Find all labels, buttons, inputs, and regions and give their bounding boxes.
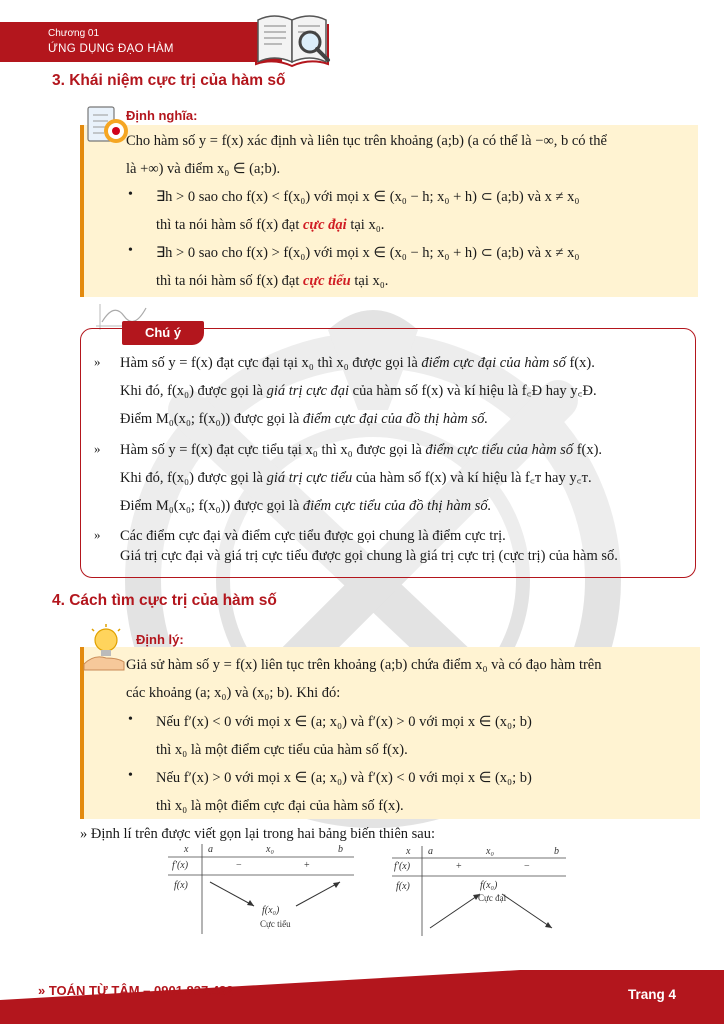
table-max-b: b (554, 846, 559, 857)
note1-line2: Khi đó, f(x₀) được gọi là giá trị cực đại của hàm số f(x) và kí hiệu là f꜀Đ hay y꜀Đ. (120, 383, 597, 399)
note3-line2: Giá trị cực đại và giá trị cực tiểu được gọi chung là giá trị cực trị (cực trị) của hàm số. (120, 548, 618, 564)
table-min-sign2: + (304, 860, 310, 871)
table-max-sign2: − (524, 861, 530, 872)
table-min-value: f(x₀) (262, 905, 280, 916)
theorem-bullet2-line1: Nếu f′(x) > 0 với mọi x ∈ (a; x₀) và f′(x) < 0 với mọi x ∈ (x₀; b) (156, 770, 532, 786)
table-max-x0: x₀ (486, 846, 494, 857)
note2-line1: Hàm số y = f(x) đạt cực tiểu tại x₀ thì x₀ được gọi là điểm cực tiểu của hàm số f(x). (120, 442, 603, 458)
table-min-a: a (208, 844, 213, 855)
bullet-icon: • (128, 187, 133, 202)
summary-text: » Định lí trên được viết gọn lại trong hai bảng biến thiên sau: (80, 826, 435, 842)
page-number: Trang 4 (628, 987, 677, 1002)
target-checklist-icon (86, 103, 130, 147)
chevron-right-icon: » (94, 527, 101, 542)
section-3-title: 3. Khái niệm cực trị của hàm số (52, 72, 286, 89)
table-min-sign1: − (236, 860, 242, 871)
table-max-caption: Cực đại (478, 893, 507, 903)
table-min-caption: Cực tiểu (260, 919, 291, 929)
theorem-bullet1-line2: thì x₀ là một điểm cực tiểu của hàm số f(x). (156, 742, 408, 758)
chapter-number: Chương 01 (48, 28, 100, 39)
note1-line3: Điểm M₀(x₀; f(x₀)) được gọi là điểm cực đại của đồ thị hàm số. (120, 411, 489, 427)
note2-line2: Khi đó, f(x₀) được gọi là giá trị cực tiểu của hàm số f(x) và kí hiệu là f꜀ᴛ hay y꜀ᴛ. (120, 470, 592, 486)
table-max-a: a (428, 846, 433, 857)
section-4-title: 4. Cách tìm cực trị của hàm số (52, 592, 277, 609)
definition-intro-line2: là +∞) và điểm x₀ ∈ (a;b). (126, 161, 281, 177)
table-min-x: x (184, 844, 189, 855)
definition-bullet2-line1: ∃h > 0 sao cho f(x) > f(x₀) với mọi x ∈ (x₀ − h; x₀ + h) ⊂ (a;b) và x ≠ x₀ (156, 245, 580, 261)
table-min-f: f(x) (174, 880, 188, 891)
table-max-fprime: f′(x) (394, 861, 411, 872)
lightbulb-hand-icon (80, 624, 130, 672)
variation-table-max (392, 846, 568, 936)
chapter-header (0, 22, 282, 62)
table-min-x0: x₀ (266, 844, 274, 855)
table-max-f: f(x) (396, 881, 410, 892)
chapter-title: ỨNG DỤNG ĐẠO HÀM (48, 43, 174, 55)
chevron-right-icon: » (94, 441, 101, 456)
bullet-icon: • (128, 768, 133, 783)
table-min-fprime: f′(x) (172, 860, 189, 871)
theorem-bullet2-line2: thì x₀ là một điểm cực đại của hàm số f(x). (156, 798, 404, 814)
footer-contact: » TOÁN TỪ TÂM – 0901.837.432 (38, 983, 234, 998)
theorem-bullet1-line1: Nếu f′(x) < 0 với mọi x ∈ (a; x₀) và f′(x) > 0 với mọi x ∈ (x₀; b) (156, 714, 532, 730)
variation-table-min (168, 844, 356, 934)
note3-line1: Các điểm cực đại và điểm cực tiểu được gọi chung là điểm cực trị. (120, 528, 506, 544)
definition-bullet1-line1: ∃h > 0 sao cho f(x) < f(x₀) với mọi x ∈ (x₀ − h; x₀ + h) ⊂ (a;b) và x ≠ x₀ (156, 189, 580, 205)
definition-label: Định nghĩa: (126, 108, 198, 123)
definition-bullet1-line2: thì ta nói hàm số f(x) đạt cực đại tại x₀. (156, 217, 385, 233)
table-max-x: x (406, 846, 411, 857)
definition-bullet2-line2: thì ta nói hàm số f(x) đạt cực tiểu tại x₀. (156, 273, 389, 289)
definition-intro-line1: Cho hàm số y = f(x) xác định và liên tục trên khoảng (a;b) (a có thể là −∞, b có thể (126, 133, 607, 149)
theorem-label: Định lý: (136, 632, 184, 647)
chevron-right-icon: » (94, 354, 101, 369)
table-max-sign1: + (456, 861, 462, 872)
table-min-b: b (338, 844, 343, 855)
theorem-line2: các khoảng (a; x₀) và (x₀; b). Khi đó: (126, 685, 341, 701)
bullet-icon: • (128, 712, 133, 727)
note2-line3: Điểm M₀(x₀; f(x₀)) được gọi là điểm cực tiểu của đồ thị hàm số. (120, 498, 492, 514)
bullet-icon: • (128, 243, 133, 258)
table-max-lines (392, 846, 568, 936)
note-label: Chú ý (122, 321, 204, 345)
table-max-value: f(x₀) (480, 880, 498, 891)
theorem-line1: Giả sử hàm số y = f(x) liên tục trên khoảng (a;b) chứa điểm x₀ và có đạo hàm trên (126, 657, 602, 673)
note1-line1: Hàm số y = f(x) đạt cực đại tại x₀ thì x₀ được gọi là điểm cực đại của hàm số f(x). (120, 355, 595, 371)
book-magnifier-icon (252, 6, 334, 68)
